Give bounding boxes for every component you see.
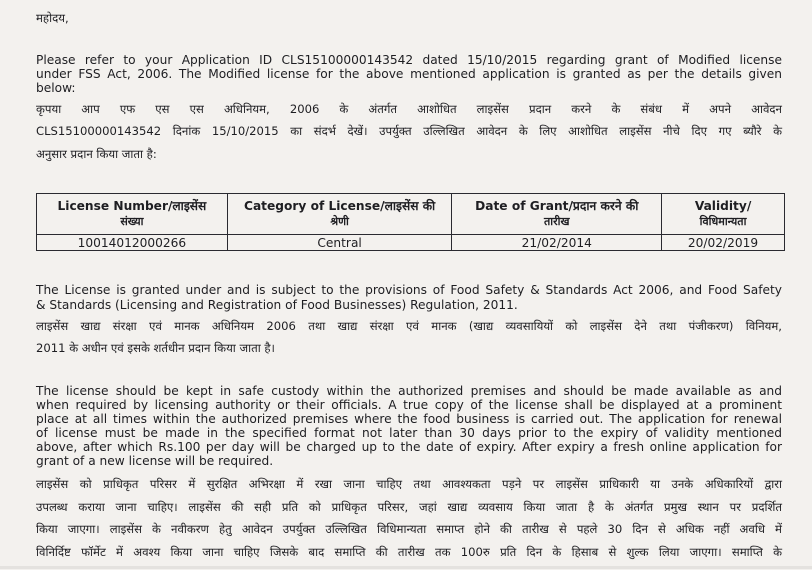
header-category: Category of License/लाइसेंस की श्रेणी: [227, 194, 452, 235]
category-cell: Central: [227, 235, 452, 251]
license-details-table: [36, 193, 785, 251]
para3-en-line-4: of license must be made in the specified format not later than 30 days prior to the expiry of validity mentioned: [36, 426, 782, 440]
para3-en-line-3: place at all times within the authorized premises where the food business is carried out. The application for renewal: [36, 412, 782, 426]
date-of-grant-cell: 21/02/2014: [452, 235, 662, 251]
para3-hi-line-2: उपलब्ध कराया जाना चाहिए। लाइसेंस की सही प्रति को प्राधिकृत परिसर, जहां खाद्य व्यवसाय किया जाता है के अंतर्गत प्रमुख स्थान पर प्रदर्शित: [36, 500, 782, 514]
salutation: महोदय,: [36, 11, 69, 25]
para3-en-line-6: grant of a new license will be required.: [36, 454, 274, 468]
para3-en-line-1: The license should be kept in safe custody within the authorized premises and should be made available as and: [36, 384, 782, 398]
header-license-number: License Number/लाइसेंस संख्या: [37, 194, 228, 235]
scan-edge: [0, 566, 812, 569]
table-header-row: [37, 194, 785, 235]
para3-hi-line-4: विनिर्दिष्ट फॉर्मेट में अवश्य किया जाना चाहिए जिसके बाद समाप्ति की तारीख तक 100रु प्रति दिन के हिसाब से शुल्क लिया जाएगा। समाप्ति के: [36, 545, 782, 559]
para2-en-line-1: The License is granted under and is subject to the provisions of Food Safety & Standards Act 2006, and Food Safety: [36, 283, 782, 297]
intro-hi-line-1: कृपया आप एफ एस एस अधिनियम, 2006 के अंतर्गत आशोधित लाइसेंस प्रदान करने के संबंध में अपने आवेदन: [36, 102, 782, 116]
validity-cell: 20/02/2019: [662, 235, 785, 251]
header-validity: Validity/ विधिमान्यता: [662, 194, 785, 235]
para3-en-line-2: when required by licensing authority or their officials. A true copy of the license shall be displayed at a prominent: [36, 398, 782, 412]
para2-hi-line-2: 2011 के अधीन एवं इसके शर्तधीन प्रदान किया जाता है।: [36, 341, 275, 355]
intro-hi-line-2: CLS15100000143542 दिनांक 15/10/2015 का संदर्भ देखें। उपर्युक्त उल्लिखित आवेदन के लिए आशोधित लाइसेंस नीचे दिए गए ब्यौरे के: [36, 124, 782, 138]
para3-en-line-5: above, after which Rs.100 per day will be charged up to the date of expiry. After expiry a fresh online application for: [36, 440, 782, 454]
intro-en-line-2: under FSS Act, 2006. The Modified license for the above mentioned application is granted as per the details given: [36, 67, 782, 81]
para3-hi-line-3: किया जाएगा। लाइसेंस के नवीकरण हेतु आवेदन उपर्युक्त उल्लिखित विधिमान्यता समाप्त होने की तारीख से पहले 30 दिन से अधिक नहीं अवधि में: [36, 522, 782, 536]
license-number-cell: 10014012000266: [37, 235, 228, 251]
header-date-of-grant: Date of Grant/प्रदान करने की तारीख: [452, 194, 662, 235]
para2-en-line-2: & Standards (Licensing and Registration of Food Businesses) Regulation, 2011.: [36, 298, 518, 312]
intro-en-line-1: Please refer to your Application ID CLS15100000143542 dated 15/10/2015 regarding grant of Modified license: [36, 53, 782, 67]
para2-hi-line-1: लाइसेंस खाद्य संरक्षा एवं मानक अधिनियम 2006 तथा खाद्य संरक्षा एवं मानक (खाद्य व्यवसायियों को लाइसेंस देने तथा पंजीकरण) विनियम,: [36, 319, 782, 333]
intro-en-line-3: below:: [36, 81, 76, 95]
table-row: [37, 235, 785, 251]
intro-hi-line-3: अनुसार प्रदान किया जाता है:: [36, 147, 157, 161]
para3-hi-line-1: लाइसेंस को प्राधिकृत परिसर में सुरक्षित अभिरक्षा में रखा जाना चाहिए तथा आवश्यकता पड़ने पर लाइसेंस प्राधिकारी या उनके अधिकारियों द्वारा: [36, 477, 782, 491]
